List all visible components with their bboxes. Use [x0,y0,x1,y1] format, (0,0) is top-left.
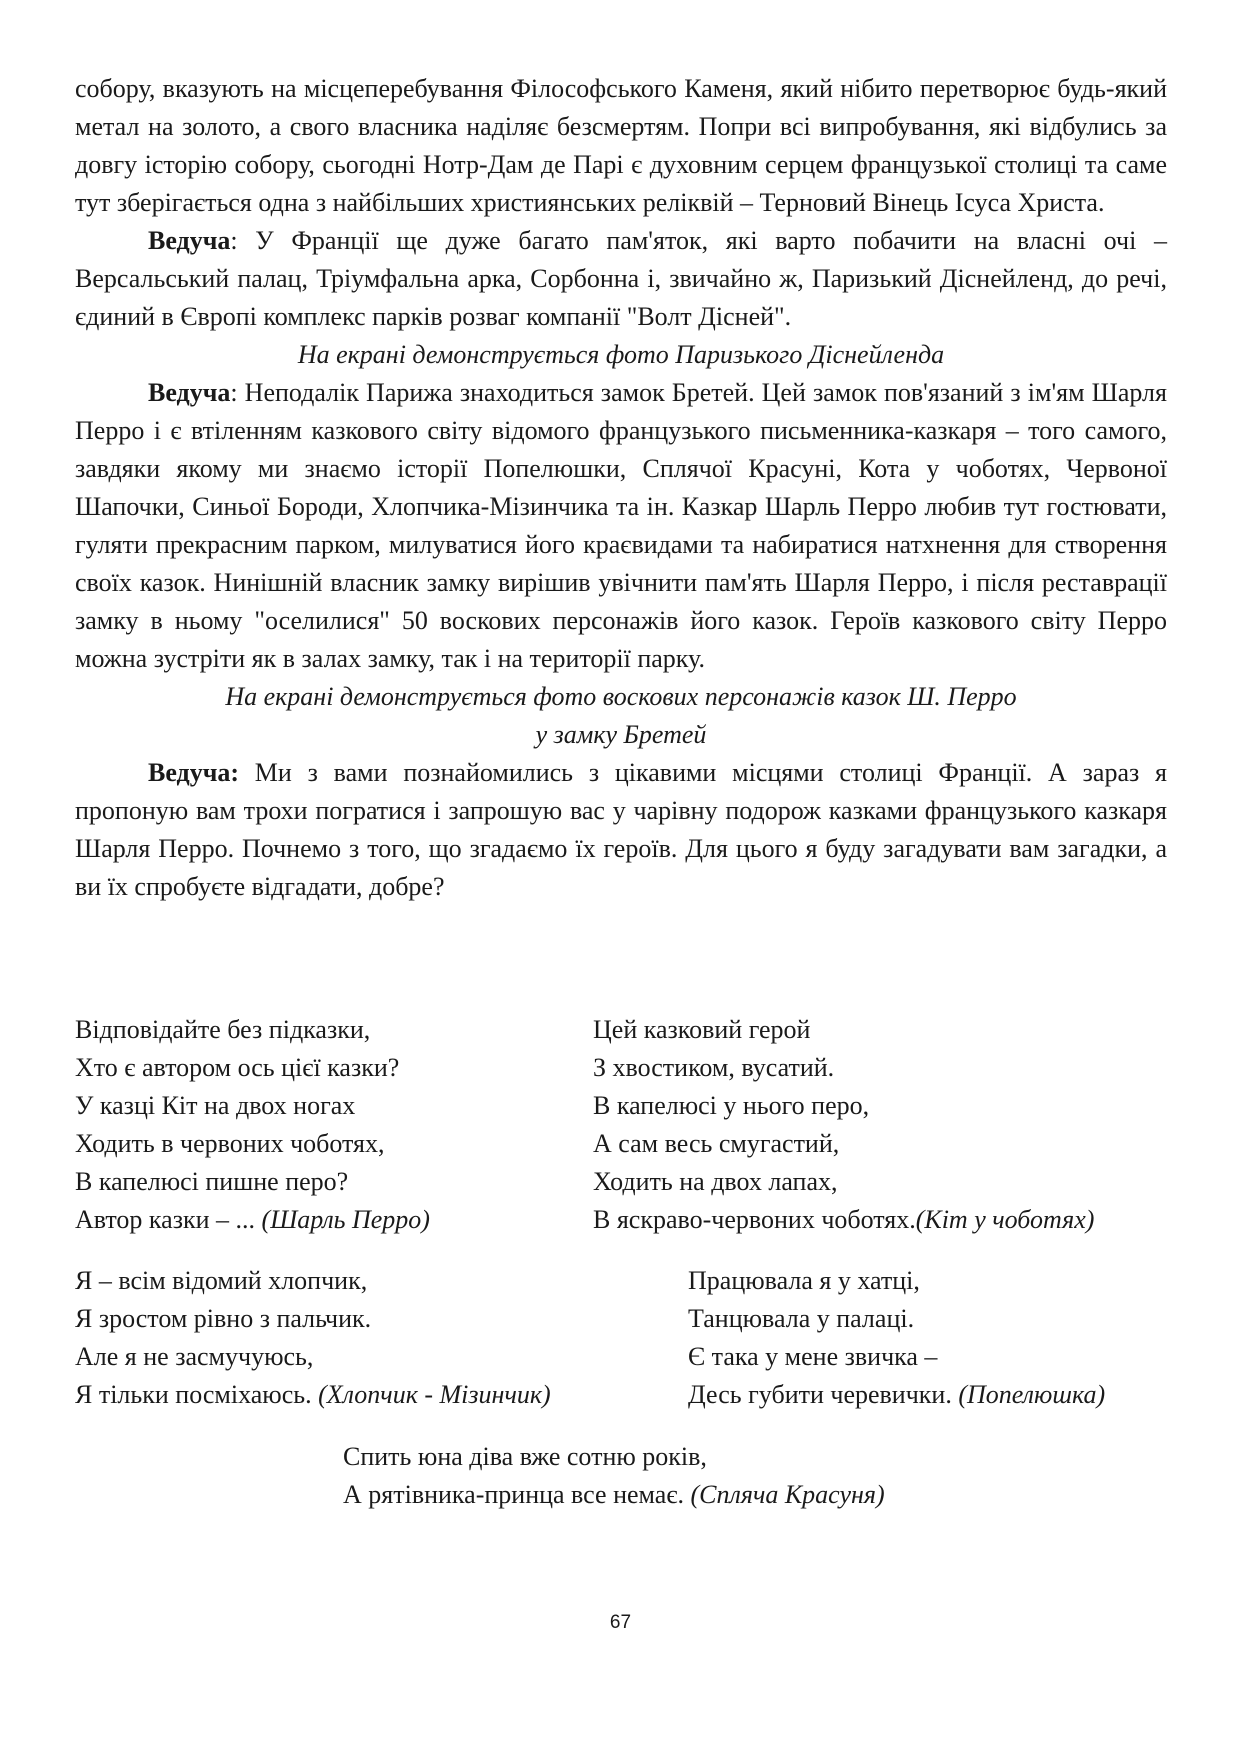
riddle-answer: (Спляча Красуня) [690,1480,885,1509]
riddle-line: Але я не засмучуюсь, [75,1342,314,1371]
riddle-line [688,1376,1105,1414]
riddle-thumb-boy [75,1262,551,1414]
riddle-text: Десь губити черевички. [688,1380,959,1409]
riddle-line [75,1201,430,1239]
document-body [75,70,1167,906]
speaker-label: Ведуча [148,226,231,255]
riddle-line: Я – всім відомий хлопчик, [75,1266,368,1295]
host-text: : Неподалік Парижа знаходиться замок Бретей. Цей замок пов'язаний з ім'ям Шарля Перро і є втіленням казкового світу відомого французького письменника-казкаря – того самого, завдяки якому ми знаємо історії Попелюшки, Сплячої Красуні, Кота у чоботях, Червоної Шапочки, Синьої Бороди, Хлопчика-Мізинчика та ін. Казкар Шарль Перро любив тут гостювати, гуляти прекрасним парком, милуватися його краєвидами та набиратися натхнення для створення своїх казок. Нинішній власник замку вирішив увічнити пам'ять Шарля Перро, і після реставрації замку в ньому "оселилися" 50 воскових персонажів його казок. Героїв казкового світу Перро можна зустріти як в залах замку, так і на території парку. [75,378,1167,673]
riddle-line: Танцювала у палаці. [688,1304,915,1333]
riddle-line: А сам весь смугастий, [593,1129,840,1158]
riddle-line: Відповідайте без підказки, [75,1015,371,1044]
riddle-line: З хвостиком, вусатий. [593,1053,835,1082]
stage-direction: у замку Бретей [535,720,707,749]
riddle-line: Цей казковий герой [593,1015,811,1044]
riddle-line: У казці Кіт на двох ногах [75,1091,356,1120]
riddle-line: Працювала я у хатці, [688,1266,920,1295]
riddle-line: Є така у мене звичка – [688,1342,938,1371]
riddle-answer: (Хлопчик - Мізинчик) [318,1380,551,1409]
riddle-text: Я тільки посміхаюсь. [75,1380,319,1409]
riddle-answer: (Шарль Перро) [261,1205,430,1234]
riddle-line: Ходить на двох лапах, [593,1167,838,1196]
riddle-cat [593,1011,1094,1239]
riddle-line [593,1201,1094,1239]
riddle-author [75,1011,430,1239]
riddle-answer: (Кіт у чоботях) [915,1205,1095,1234]
riddle-cinderella [688,1262,1105,1414]
riddle-line [75,1376,551,1414]
riddle-answer: (Попелюшка) [958,1380,1106,1409]
stage-direction: На екрані демонструється фото воскових персонажів казок Ш. Перро [225,682,1017,711]
host-text: : У Франції ще дуже багато пам'яток, які варто побачити на власні очі – Версальський палац, Тріумфальна арка, Сорбонна і, звичайно ж, Паризький Діснейленд, до речі, єдиний в Європі комплекс парків розваг компанії "Волт Дісней". [75,226,1167,331]
riddle-line: Спить юна діва вже сотню років, [343,1442,707,1471]
riddle-text: В яскраво-червоних чоботях. [593,1205,916,1234]
speaker-label: Ведуча: [148,758,240,787]
riddle-sleeping-beauty [343,1438,885,1514]
host-paragraph-2 [75,374,1167,678]
riddle-line: В капелюсі у нього перо, [593,1091,870,1120]
paragraph-continuation: собору, вказують на місцеперебування Філософського Каменя, який нібито перетворює будь-який метал на золото, а свого власника наділяє безсмертям. Попри всі випробування, які відбулись за довгу історію собору, сьогодні Нотр-Дам де Парі є духовним серцем французької столиці та саме тут зберігається одна з найбільших християнських реліквій – Терновий Вінець Ісуса Христа. [75,74,1167,217]
riddle-line: В капелюсі пишне перо? [75,1167,349,1196]
riddle-line: Я зростом рівно з пальчик. [75,1304,372,1333]
riddle-line: Хто є автором ось цієї казки? [75,1053,400,1082]
host-paragraph-1 [75,222,1167,336]
riddle-line: Ходить в червоних чоботях, [75,1129,385,1158]
host-text: Ми з вами познайомились з цікавими місцями столиці Франції. А зараз я пропоную вам трохи погратися і запрошую вас у чарівну подорож казками французького казкаря Шарля Перро. Почнемо з того, що згадаємо їх героїв. Для цього я буду загадувати вам загадки, а ви їх спробуєте відгадати, добре? [75,758,1167,901]
riddle-text: А рятівника-принца все немає. [343,1480,691,1509]
speaker-label: Ведуча [148,378,231,407]
riddle-line [343,1476,885,1514]
host-paragraph-3 [75,754,1167,906]
stage-direction: На екрані демонструється фото Паризького Діснейленда [297,340,945,369]
page-number: 67 [609,1612,632,1633]
riddle-text: Автор казки – ... [75,1205,262,1234]
